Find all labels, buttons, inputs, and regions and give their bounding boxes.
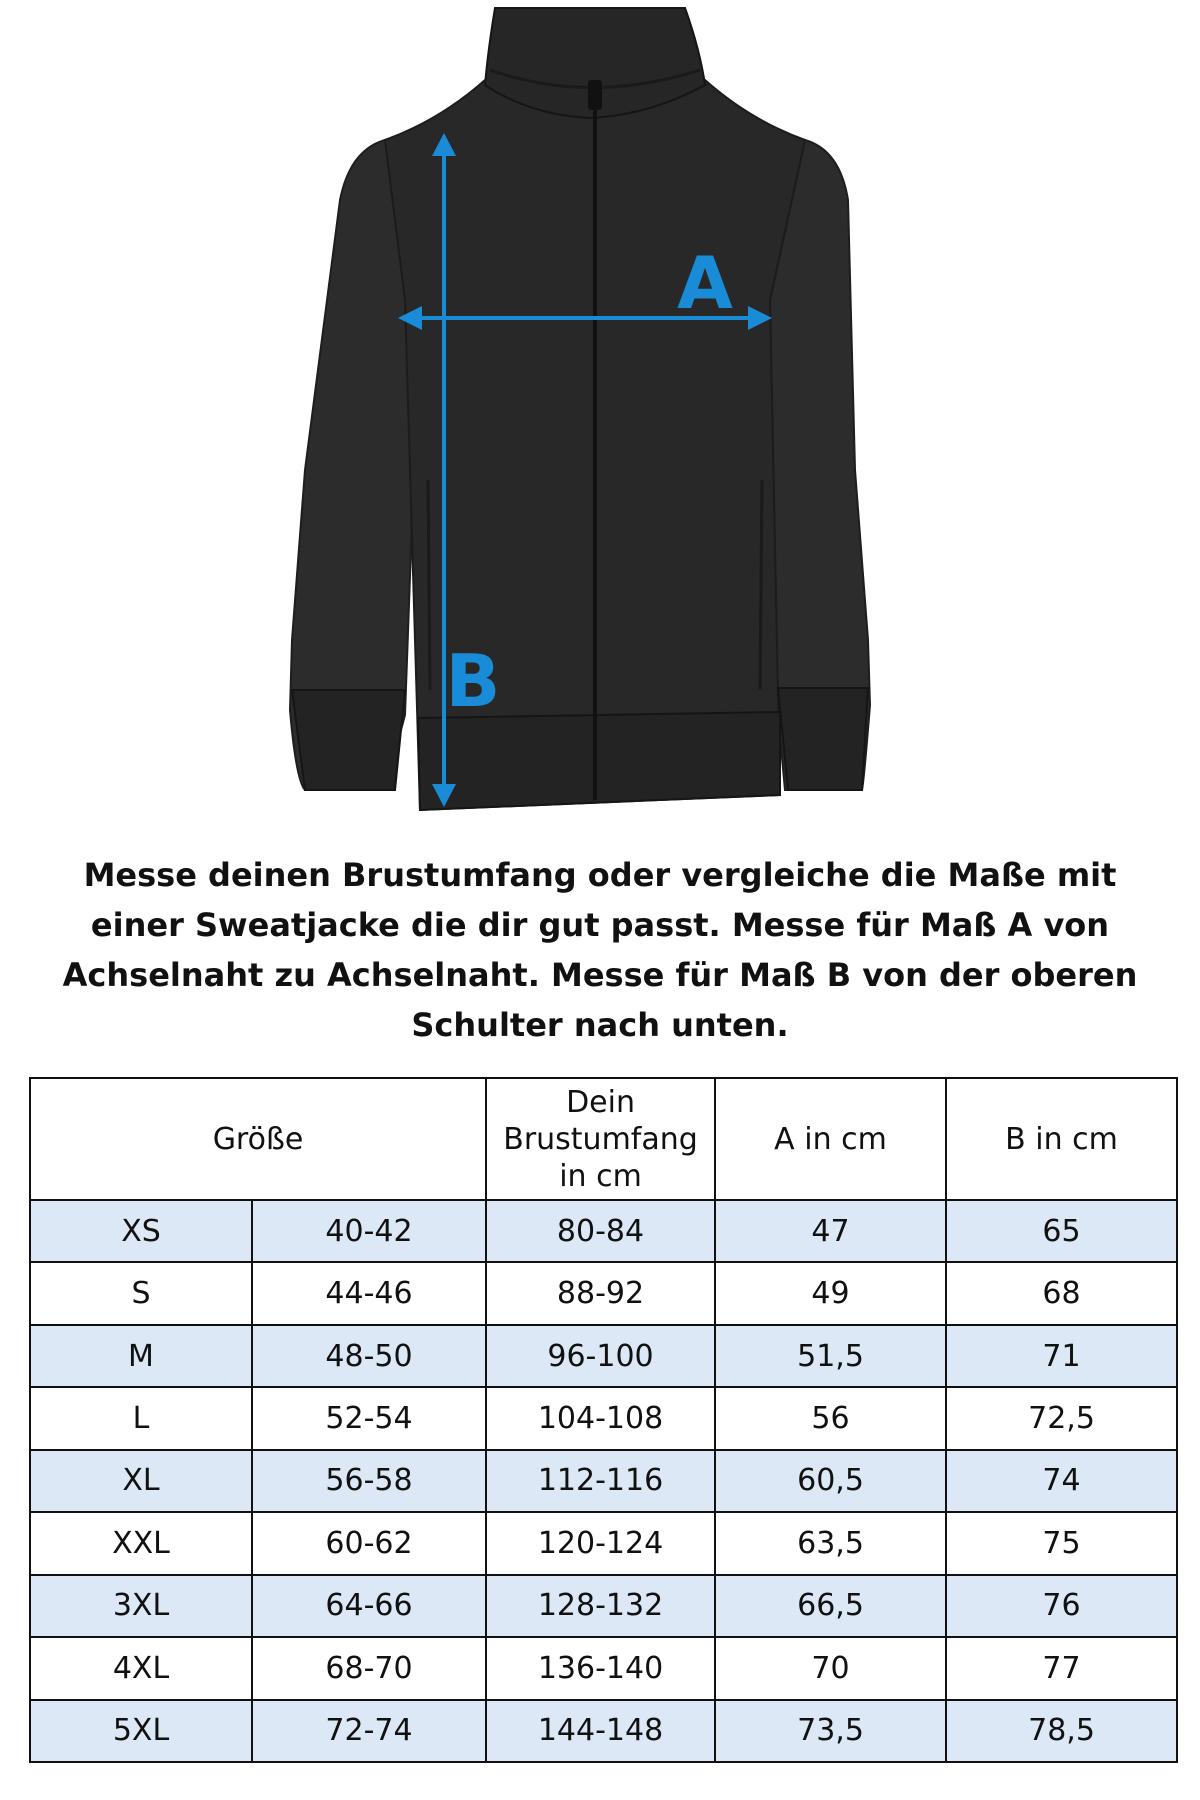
header-a: A in cm — [715, 1078, 946, 1200]
cell-size: XL — [30, 1450, 252, 1512]
cell-size: M — [30, 1325, 252, 1387]
cell-chest: 136-140 — [486, 1637, 715, 1699]
cell-chest: 120-124 — [486, 1512, 715, 1574]
measuring-instructions: Messe deinen Brustumfang oder vergleiche die Maße mit einer Sweatjacke die dir gut passt. Messe für Maß A von Achselnaht zu Achselnaht. Messe für Maß B von der oberen Schulter nach unten. — [62, 856, 1138, 1044]
cell-chest: 88-92 — [486, 1262, 715, 1324]
cell-eu-size: 48-50 — [252, 1325, 486, 1387]
cell-b: 78,5 — [946, 1700, 1177, 1763]
table-row — [30, 1700, 1177, 1763]
cell-chest: 104-108 — [486, 1387, 715, 1449]
cell-eu-size: 72-74 — [252, 1700, 486, 1763]
sweatjacket-illustration — [0, 0, 1200, 815]
table-row — [30, 1637, 1177, 1699]
table-header-row — [30, 1078, 1177, 1200]
cell-eu-size: 40-42 — [252, 1200, 486, 1262]
cell-eu-size: 44-46 — [252, 1262, 486, 1324]
table-row — [30, 1325, 1177, 1387]
cell-chest: 80-84 — [486, 1200, 715, 1262]
cell-chest: 112-116 — [486, 1450, 715, 1512]
sweatjacket-icon — [290, 8, 870, 810]
cell-eu-size: 52-54 — [252, 1387, 486, 1449]
cell-size: L — [30, 1387, 252, 1449]
cell-a: 51,5 — [715, 1325, 946, 1387]
cell-a: 56 — [715, 1387, 946, 1449]
header-chest: Dein Brustumfang in cm — [486, 1078, 715, 1200]
cell-a: 70 — [715, 1637, 946, 1699]
cell-chest: 144-148 — [486, 1700, 715, 1763]
jacket-hem — [418, 712, 780, 810]
cell-a: 60,5 — [715, 1450, 946, 1512]
cell-eu-size: 64-66 — [252, 1575, 486, 1637]
table-row — [30, 1262, 1177, 1324]
cell-size: 4XL — [30, 1637, 252, 1699]
cell-size: S — [30, 1262, 252, 1324]
cell-a: 63,5 — [715, 1512, 946, 1574]
cell-b: 77 — [946, 1637, 1177, 1699]
table-row — [30, 1512, 1177, 1574]
cell-b: 68 — [946, 1262, 1177, 1324]
cell-b: 65 — [946, 1200, 1177, 1262]
cell-size: XXL — [30, 1512, 252, 1574]
cell-a: 49 — [715, 1262, 946, 1324]
cell-eu-size: 60-62 — [252, 1512, 486, 1574]
right-cuff — [778, 688, 868, 790]
label-a: A — [677, 241, 733, 325]
right-pocket — [760, 480, 762, 690]
cell-size: XS — [30, 1200, 252, 1262]
cell-size: 5XL — [30, 1700, 252, 1763]
cell-b: 75 — [946, 1512, 1177, 1574]
cell-a: 73,5 — [715, 1700, 946, 1763]
left-pocket — [428, 480, 430, 690]
header-size: Größe — [30, 1078, 486, 1200]
cell-b: 76 — [946, 1575, 1177, 1637]
table-row — [30, 1387, 1177, 1449]
header-b: B in cm — [946, 1078, 1177, 1200]
size-table — [29, 1077, 1178, 1763]
cell-eu-size: 56-58 — [252, 1450, 486, 1512]
cell-eu-size: 68-70 — [252, 1637, 486, 1699]
cell-chest: 96-100 — [486, 1325, 715, 1387]
cell-b: 72,5 — [946, 1387, 1177, 1449]
cell-size: 3XL — [30, 1575, 252, 1637]
table-row — [30, 1200, 1177, 1262]
table-row — [30, 1575, 1177, 1637]
table-row — [30, 1450, 1177, 1512]
label-b: B — [445, 639, 501, 723]
cell-b: 74 — [946, 1450, 1177, 1512]
cell-a: 66,5 — [715, 1575, 946, 1637]
cell-b: 71 — [946, 1325, 1177, 1387]
zipper-pull — [588, 80, 602, 110]
cell-a: 47 — [715, 1200, 946, 1262]
cell-chest: 128-132 — [486, 1575, 715, 1637]
left-cuff — [292, 690, 405, 790]
